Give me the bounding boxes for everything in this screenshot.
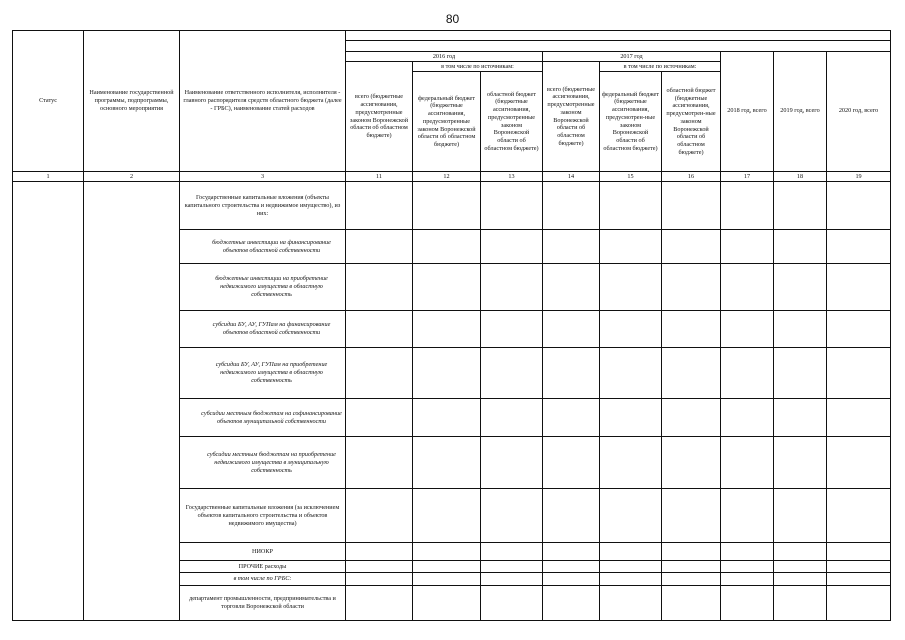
empty-cell: [543, 489, 600, 543]
program-name-header: Наименование государственной программы, подпрограммы, основного мероприятия: [84, 31, 180, 172]
empty-cell: [481, 489, 543, 543]
empty-cell: [721, 489, 774, 543]
column-number: 18: [774, 171, 827, 181]
empty-cell: [662, 310, 721, 347]
empty-cell: [774, 182, 827, 230]
empty-cell: [543, 585, 600, 620]
row-label: департамент промышленности, предпринимательства и торговли Воронежской области: [180, 585, 346, 620]
empty-cell: [346, 348, 413, 399]
empty-cell: [413, 264, 481, 311]
empty-cell: [600, 573, 662, 585]
column-number: 11: [346, 171, 413, 181]
empty-cell: [774, 489, 827, 543]
empty-cell: [721, 543, 774, 561]
page-number: 80: [445, 12, 460, 26]
empty-cell: [600, 585, 662, 620]
empty-cell: [721, 348, 774, 399]
empty-cell: [827, 399, 891, 437]
empty-cell: [413, 182, 481, 230]
empty-cell: [481, 585, 543, 620]
empty-cell: [413, 399, 481, 437]
column-number: 15: [600, 171, 662, 181]
empty-cell: [543, 399, 600, 437]
empty-cell: [413, 310, 481, 347]
empty-cell: [413, 585, 481, 620]
empty-cell: [827, 489, 891, 543]
empty-cell: [346, 182, 413, 230]
empty-cell: [774, 348, 827, 399]
empty-cell: [346, 489, 413, 543]
empty-cell: [721, 560, 774, 572]
header-top-spacer-2: [346, 41, 891, 51]
empty-cell: [413, 230, 481, 264]
empty-cell: [774, 437, 827, 489]
row-label: субсидии местным бюджетам на софинансирование объектов муниципальной собственности: [180, 399, 346, 437]
empty-cell: [827, 310, 891, 347]
empty-cell: [413, 543, 481, 561]
year-2017-header: 2017 год: [543, 51, 721, 61]
empty-cell: [774, 585, 827, 620]
empty-cell: [774, 543, 827, 561]
empty-cell: [543, 543, 600, 561]
empty-cell: [543, 560, 600, 572]
year-2020-header: 2020 год, всего: [827, 51, 891, 171]
empty-cell: [413, 489, 481, 543]
empty-cell: [827, 348, 891, 399]
column-number: 13: [481, 171, 543, 181]
empty-cell: [413, 348, 481, 399]
empty-cell: [346, 399, 413, 437]
empty-cell: [827, 230, 891, 264]
empty-cell: [662, 348, 721, 399]
column-number: 1: [13, 171, 84, 181]
sources-2017-header: в том числе по источникам:: [600, 62, 721, 72]
empty-cell: [721, 585, 774, 620]
year-2019-header: 2019 год, всего: [774, 51, 827, 171]
empty-cell: [774, 399, 827, 437]
empty-cell: [600, 230, 662, 264]
empty-cell: [600, 399, 662, 437]
row-label: субсидии БУ, АУ, ГУПам на приобретение недвижимого имущества в областную собственность: [180, 348, 346, 399]
empty-cell: [827, 182, 891, 230]
empty-cell: [543, 573, 600, 585]
empty-cell: [827, 573, 891, 585]
empty-cell: [346, 543, 413, 561]
year-2016-header: 2016 год: [346, 51, 543, 61]
empty-cell: [481, 399, 543, 437]
empty-cell: [346, 230, 413, 264]
empty-cell: [413, 437, 481, 489]
row-label: Государственные капитальные вложения (объекты капитального строительства и недвижимое имущество), из них:: [180, 182, 346, 230]
empty-cell: [481, 543, 543, 561]
row-label: Государственные капитальные вложения (за исключением объектов капитального строительства и объектов недвижимого имущества): [180, 489, 346, 543]
empty-cell: [774, 310, 827, 347]
empty-cell: [774, 560, 827, 572]
empty-cell: [600, 560, 662, 572]
federal-2016-header: федеральный бюджет (бюджетные ассигнования, предусмотренные законом Воронежской области об областном бюджете): [413, 72, 481, 172]
empty-cell: [481, 348, 543, 399]
empty-cell: [543, 310, 600, 347]
column-number: 14: [543, 171, 600, 181]
empty-cell: [721, 399, 774, 437]
empty-cell: [827, 437, 891, 489]
empty-cell: [662, 560, 721, 572]
row-label: бюджетные инвестиции на финансирование объектов областной собственности: [180, 230, 346, 264]
empty-cell: [662, 230, 721, 264]
row-label: НИОКР: [180, 543, 346, 561]
empty-cell: [481, 437, 543, 489]
regional-2017-header: областной бюджет (бюджетные ассигнования, предусмотрен-ные законом Воронежской области об областном бюджете): [662, 72, 721, 172]
empty-cell: [662, 437, 721, 489]
empty-cell: [481, 230, 543, 264]
column-number: 3: [180, 171, 346, 181]
empty-cell: [346, 310, 413, 347]
sources-2016-header: в том числе по источникам:: [413, 62, 543, 72]
column-number: 19: [827, 171, 891, 181]
total-2016-header: всего (бюджетные ассигнования, предусмотренные законом Воронежской области об областном бюджете): [346, 62, 413, 172]
empty-cell: [600, 543, 662, 561]
empty-cell: [600, 348, 662, 399]
empty-cell: [481, 573, 543, 585]
empty-cell: [413, 573, 481, 585]
empty-cell: [600, 310, 662, 347]
empty-cell: [662, 182, 721, 230]
empty-cell: [774, 573, 827, 585]
empty-cell: [662, 264, 721, 311]
program-cell: [84, 182, 180, 621]
empty-cell: [774, 230, 827, 264]
empty-cell: [543, 348, 600, 399]
row-label: в том числе по ГРБС:: [180, 573, 346, 585]
budget-table: [12, 30, 891, 621]
empty-cell: [543, 437, 600, 489]
empty-cell: [721, 230, 774, 264]
empty-cell: [481, 560, 543, 572]
empty-cell: [827, 264, 891, 311]
empty-cell: [721, 437, 774, 489]
total-2017-header: всего (бюджетные ассигнования, предусмотренные законом Воронежской области об областном бюджете): [543, 62, 600, 172]
empty-cell: [346, 437, 413, 489]
empty-cell: [346, 573, 413, 585]
empty-cell: [481, 264, 543, 311]
empty-cell: [600, 489, 662, 543]
empty-cell: [774, 264, 827, 311]
empty-cell: [600, 182, 662, 230]
empty-cell: [662, 399, 721, 437]
empty-cell: [721, 182, 774, 230]
column-number: 2: [84, 171, 180, 181]
empty-cell: [543, 264, 600, 311]
empty-cell: [721, 573, 774, 585]
empty-cell: [481, 182, 543, 230]
empty-cell: [662, 573, 721, 585]
row-label: субсидии БУ, АУ, ГУПам на финансирование объектов областной собственности: [180, 310, 346, 347]
empty-cell: [543, 182, 600, 230]
executor-header: Наименование ответственного исполнителя, исполнителя - главного распорядителя средств областного бюджета (далее - ГРБС), наименование статей расходов: [180, 31, 346, 172]
column-number: 17: [721, 171, 774, 181]
empty-cell: [662, 543, 721, 561]
empty-cell: [600, 437, 662, 489]
regional-2016-header: областной бюджет (бюджетные ассигнования, предусмотренные законом Воронежской области об областном бюджете): [481, 72, 543, 172]
empty-cell: [346, 264, 413, 311]
column-number: 12: [413, 171, 481, 181]
row-label: бюджетные инвестиции на приобретение недвижимого имущества в областную собственность: [180, 264, 346, 311]
status-cell: [13, 182, 84, 621]
empty-cell: [721, 310, 774, 347]
empty-cell: [827, 560, 891, 572]
row-label: субсидии местным бюджетам на приобретение недвижимого имущества в муниципальную собственность: [180, 437, 346, 489]
status-header: Статус: [13, 31, 84, 172]
federal-2017-header: федеральный бюджет (бюджетные ассигнования, предусмотрен-ные законом Воронежской области об областном бюджете): [600, 72, 662, 172]
year-2018-header: 2018 год, всего: [721, 51, 774, 171]
empty-cell: [827, 585, 891, 620]
header-top-spacer: [346, 31, 891, 41]
empty-cell: [600, 264, 662, 311]
column-number: 16: [662, 171, 721, 181]
empty-cell: [481, 310, 543, 347]
empty-cell: [827, 543, 891, 561]
empty-cell: [721, 264, 774, 311]
empty-cell: [346, 585, 413, 620]
row-label: ПРОЧИЕ расходы: [180, 560, 346, 572]
empty-cell: [413, 560, 481, 572]
empty-cell: [662, 585, 721, 620]
empty-cell: [346, 560, 413, 572]
empty-cell: [543, 230, 600, 264]
empty-cell: [662, 489, 721, 543]
